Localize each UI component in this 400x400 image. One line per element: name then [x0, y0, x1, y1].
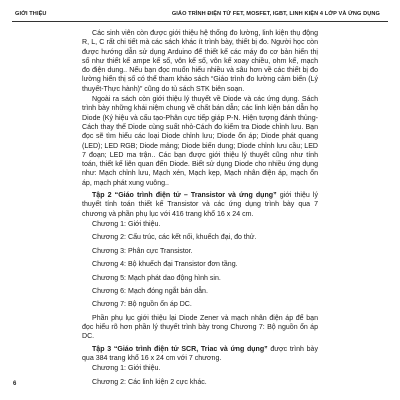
volume-2-title: Tập 2 “Giáo trình điện tử – Transistor và ứng dụng”: [92, 192, 277, 200]
volume-3-description: được trình bày qua 384 trang khổ 16 x 24 cm với 7 chương.: [82, 345, 318, 362]
volume-3-title: Tập 3 “Giáo trình điện tử SCR, Triac và ứng dụng”: [92, 345, 268, 353]
chapter-item: Chương 1: Giới thiệu.: [92, 365, 161, 373]
chapter-item: Chương 1: Giới thiệu.: [92, 220, 161, 228]
page-number: 6: [13, 381, 17, 387]
chapter-item: Chương 7: Bộ nguồn ổn áp DC.: [92, 301, 192, 309]
paragraph-measurement: Các sinh viên còn được giới thiệu hệ thống đo lường, linh kiện thụ động R, L, C rất chi tiết mà các sách khác ít trình bày, thiết bị đo. Người học còn được hướng dẫn sử dụng Arduino để thiết kế các máy đo cơ bản hiển thị số như thiết kế ampe kế số, vôn kế số, vôn kế xoay chiều, ohm kế, mạch đo điện dung.. Nếu bạn đọc muốn hiểu nhiều và sâu hơn về các thiết bị đo lường hiển thị số có thể tham khảo sách “Giáo trình đo lường cảm biến (Lý thuyết-Thực hành)” cũng do tủ sách STK biên soạn.: [82, 30, 318, 93]
volume-2-intro: [82, 191, 318, 219]
header-book-title: GIÁO TRÌNH ĐIỆN TỬ FET, MOSFET, IGBT, LINH KIỆN 4 LỚP VÀ ỨNG DỤNG: [171, 11, 380, 17]
chapter-item: Chương 3: Phân cực Transistor.: [92, 247, 193, 255]
paragraph-appendix: Phần phụ lục giới thiệu lại Diode Zener và mạch nhân điện áp để bạn đọc hiểu rõ hơn phần lý thuyết trình bày trong Chương 7: Bộ nguồn ổn áp DC.: [82, 314, 318, 341]
running-header: [12, 9, 388, 22]
chapter-item: Chương 6: Mạch đóng ngắt bán dẫn.: [92, 287, 208, 295]
chapter-item: Chương 5: Mạch phát dao động hình sin.: [92, 274, 221, 282]
volume-2-chapter-list: [82, 220, 318, 310]
paragraph-diode: Ngoài ra sách còn giới thiệu lý thuyết về Diode và các ứng dụng. Sách trình bày những khái niệm chung về chất bán dẫn; các linh kiện bán dẫn họ Diode (Ký hiệu và cấu tạo-Phân cực tiếp giáp P-N. Hiện tượng đánh thủng-Cách thay thế Diode cùng suất nhỏ-Cách đo kiểm tra Diode chỉnh lưu. Bạn đọc sẽ tìm hiểu các loại Diode chỉnh lưu; Diode ổn áp; Diode phát quang (LED); LED RGB; Diode mảng; Diode biến dung; Diode chỉnh lưu cầu; LED 7 đoạn; LED ma trận.. Các bạn được giới thiệu lý thuyết cũng như tính toán, thiết kế liên quan đến Diode. Biết sử dụng Diode cho nhiều ứng dụng như: Mạch chỉnh lưu, Mạch xén, Mạch kẹp, Mạch nhân điện áp, mạch ổn áp, mạch phát xung vuông..: [82, 96, 318, 187]
chapter-item: Chương 2: Cấu trúc, các kết nối, khuếch đại, đo thử.: [92, 234, 257, 242]
page-body: [82, 29, 318, 391]
chapter-item: Chương 4: Bộ khuếch đại Transistor đơn tầng.: [92, 261, 238, 269]
volume-2-description: giới thiệu lý thuyết tính toán thiết kế Transistor và các ứng dụng trình bày qua 7 chương và phần phụ lục với 416 trang khổ 16 x 24 cm.: [82, 192, 318, 218]
volume-3-chapter-list: [82, 364, 318, 387]
chapter-item: Chương 2: Các linh kiện 2 cực khác.: [92, 378, 207, 386]
header-section-label: GIỚI THIỆU: [15, 11, 47, 17]
volume-3-intro: [82, 345, 318, 364]
